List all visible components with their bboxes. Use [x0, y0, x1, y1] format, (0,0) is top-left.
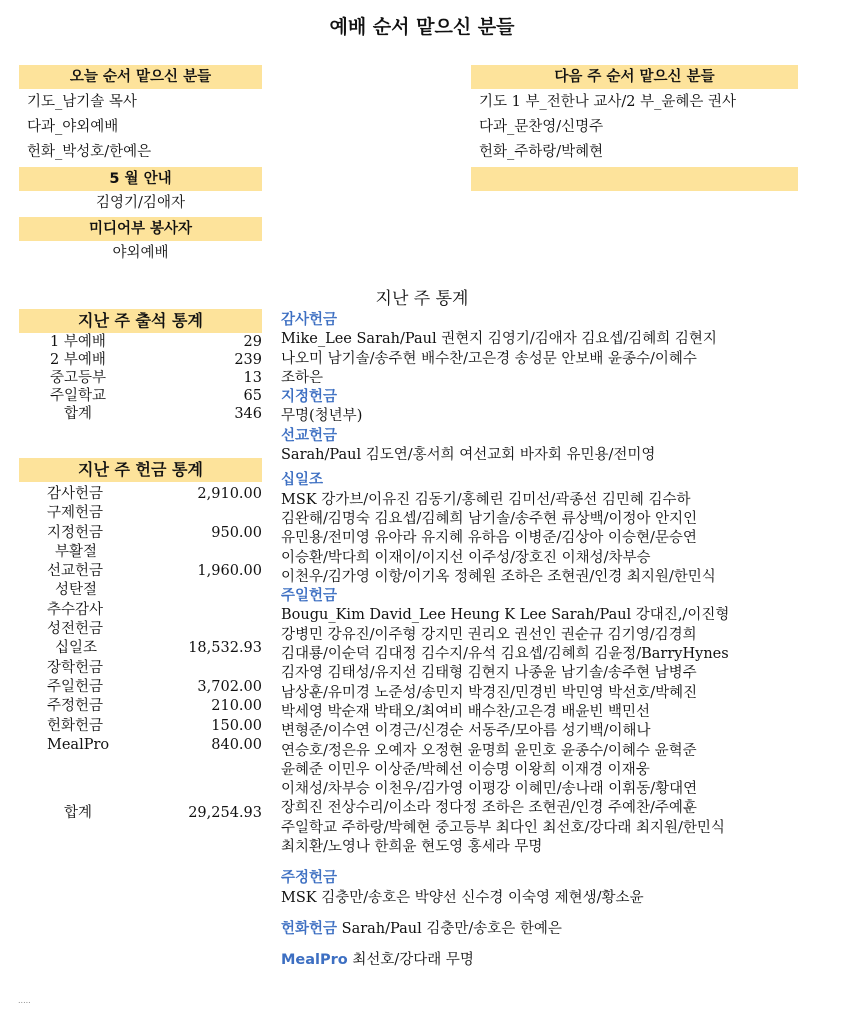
media-header: 미디어부 봉사자 [19, 217, 262, 241]
donor-line: Mike_Lee Sarah/Paul 권현지 김영기/김애자 김요셉/김혜희 김현지 [281, 331, 717, 348]
flower-line [281, 920, 841, 939]
meal-donors: 최선호/강다래 무명 [352, 952, 474, 969]
mission-heading: 선교헌금 [281, 427, 338, 444]
designated-heading: 지정헌금 [281, 389, 338, 406]
donor-line: 장희진 전상수리/이소라 정다정 조하은 조현권/인경 주예찬/주예훈 [281, 800, 697, 817]
donor-line: 나오미 남기솔/송주현 배수찬/고은경 송성문 안보배 윤종수/이혜수 [281, 350, 697, 367]
attendance-header: 지난 주 출석 통계 [19, 309, 262, 333]
offering-row: 장학헌금 [47, 659, 104, 676]
next-line: 기도 1 부_전한나 교사/2 부_윤혜은 권사 [479, 94, 736, 110]
donor-line: 무명(청년부) [281, 408, 363, 425]
offering-header: 지난 주 헌금 통계 [19, 458, 262, 482]
today-line: 다과_야외예배 [27, 119, 119, 135]
flower-donors: Sarah/Paul 김충만/송호은 한예은 [341, 920, 562, 937]
donor-line: 이승환/박다희 이재이/이지선 이주성/장호진 이채성/차부승 [281, 549, 651, 566]
offering-row: 감사헌금 2,910.00 [47, 486, 262, 502]
sunday-heading: 주일헌금 [281, 588, 338, 605]
donor-line: 박세영 박순재 박태오/최여비 배수찬/고은경 배윤빈 백민선 [281, 703, 650, 720]
offering-row: 주정헌금 210.00 [47, 698, 262, 715]
offering-row: MealPro 840.00 [47, 736, 262, 753]
donor-line: 김대룡/이순덕 김대정 김수지/유석 김요셉/김혜희 김윤정/BarryHynes [281, 646, 729, 663]
donor-line: 최치환/노영나 한희윤 현도영 홍세라 무명 [281, 839, 543, 856]
donor-list [281, 311, 841, 971]
next-line: 헌화_주하랑/박혜현 [479, 144, 604, 160]
flower-heading: 헌화헌금 [281, 920, 338, 937]
today-header: 오늘 순서 맡으신 분들 [19, 65, 262, 89]
offering-row: 구제헌금 [47, 505, 104, 522]
today-line: 헌화_박성호/한예은 [27, 144, 152, 160]
jujeong-heading: 주정헌금 [281, 870, 338, 887]
donor-line: 조하은 [281, 369, 324, 386]
attendance-row: 주일학교 65 [50, 388, 262, 404]
next-header: 다음 주 순서 맡으신 분들 [471, 65, 798, 89]
attendance-total-row: 합계 346 [64, 406, 262, 422]
meal-line [281, 951, 841, 970]
donor-line: 남상훈/유미경 노준성/송민지 박경진/민경빈 박민영 박선호/박혜진 [281, 684, 698, 701]
donor-line: MSK 강가브/이유진 김동기/홍혜린 김미선/곽종선 김민혜 김수하 [281, 491, 691, 508]
offering-row: 성전헌금 [47, 621, 104, 638]
donor-line: 김완해/김명숙 김요셉/김혜희 남기솔/송주현 류상백/이정아 안지인 [281, 510, 698, 527]
offering-row: 주일헌금 3,702.00 [47, 678, 262, 695]
footer-dots: ..... [18, 996, 31, 1005]
donor-line: 연승호/정은유 오예자 오정현 윤명희 윤민호 윤종수/이혜수 윤혁준 [281, 742, 697, 759]
attendance-row: 중고등부 13 [50, 370, 262, 386]
offering-row: 추수감사 [47, 601, 104, 618]
media-text: 야외예배 [112, 245, 169, 261]
offering-total [19, 804, 262, 822]
page-title: 예배 순서 맡으신 분들 [329, 16, 515, 38]
offering-row: 십일조 18,532.93 [55, 640, 262, 657]
stats-title: 지난 주 통계 [375, 289, 469, 309]
attendance-row: 2 부예배 239 [50, 352, 262, 368]
donor-line: 주일학교 주하랑/박혜현 중고등부 최다인 최선호/강다래 최지원/한민식 [281, 819, 725, 836]
today-line: 기도_남기솔 목사 [27, 94, 137, 110]
may-header: 5 월 안내 [19, 167, 262, 191]
offering-table [19, 485, 262, 755]
offering-row: 성탄절 [55, 582, 98, 599]
may-text: 김영기/김애자 [96, 195, 185, 211]
next-empty-bar [471, 167, 798, 191]
attendance-row: 1 부예배 29 [50, 334, 262, 350]
donor-line: 김자영 김태성/유지선 김태형 김현지 나종윤 남기솔/송주현 남병주 [281, 665, 697, 682]
offering-row: 지정헌금 950.00 [47, 524, 262, 541]
donor-line: 유민용/전미영 유아라 유지혜 유하음 이병준/김상아 이승현/문승연 [281, 530, 697, 547]
donor-line: 이천우/김가영 이항/이기옥 정혜원 조하은 조현권/인경 최지원/한민식 [281, 568, 716, 585]
thanks-heading: 감사헌금 [281, 312, 338, 328]
offering-row: 부활절 [55, 543, 98, 560]
tithe-heading: 십일조 [281, 472, 324, 489]
donor-line: 변형준/이수연 이경근/신경순 서동주/모아름 성기백/이해나 [281, 723, 651, 740]
next-line: 다과_문찬영/신명주 [479, 119, 604, 135]
donor-line: MSK 김충만/송호은 박양선 신수경 이숙영 제현생/황소윤 [281, 889, 644, 906]
donor-line: 이채성/차부승 이천우/김가영 이평강 이혜민/송나래 이휘동/황대연 [281, 781, 698, 798]
offering-total-row: 합계 29,254.93 [64, 805, 262, 821]
donor-line: 윤혜준 이민우 이상준/박혜선 이승명 이왕희 이재경 이재웅 [281, 761, 650, 778]
attendance-table [19, 333, 262, 423]
donor-line: Sarah/Paul 김도연/홍서희 여선교회 바자회 유민용/전미영 [281, 447, 656, 464]
donor-line: 강병민 강유진/이주형 강지민 권리오 권선인 권순규 김기영/김경희 [281, 626, 697, 643]
meal-heading: MealPro [281, 952, 348, 969]
offering-row: 헌화헌금 150.00 [47, 717, 262, 734]
donor-line: Bougu_Kim David_Lee Heung K Lee Sarah/Paul 강대진,/이진형 [281, 607, 730, 624]
offering-row: 선교헌금 1,960.00 [47, 563, 262, 580]
